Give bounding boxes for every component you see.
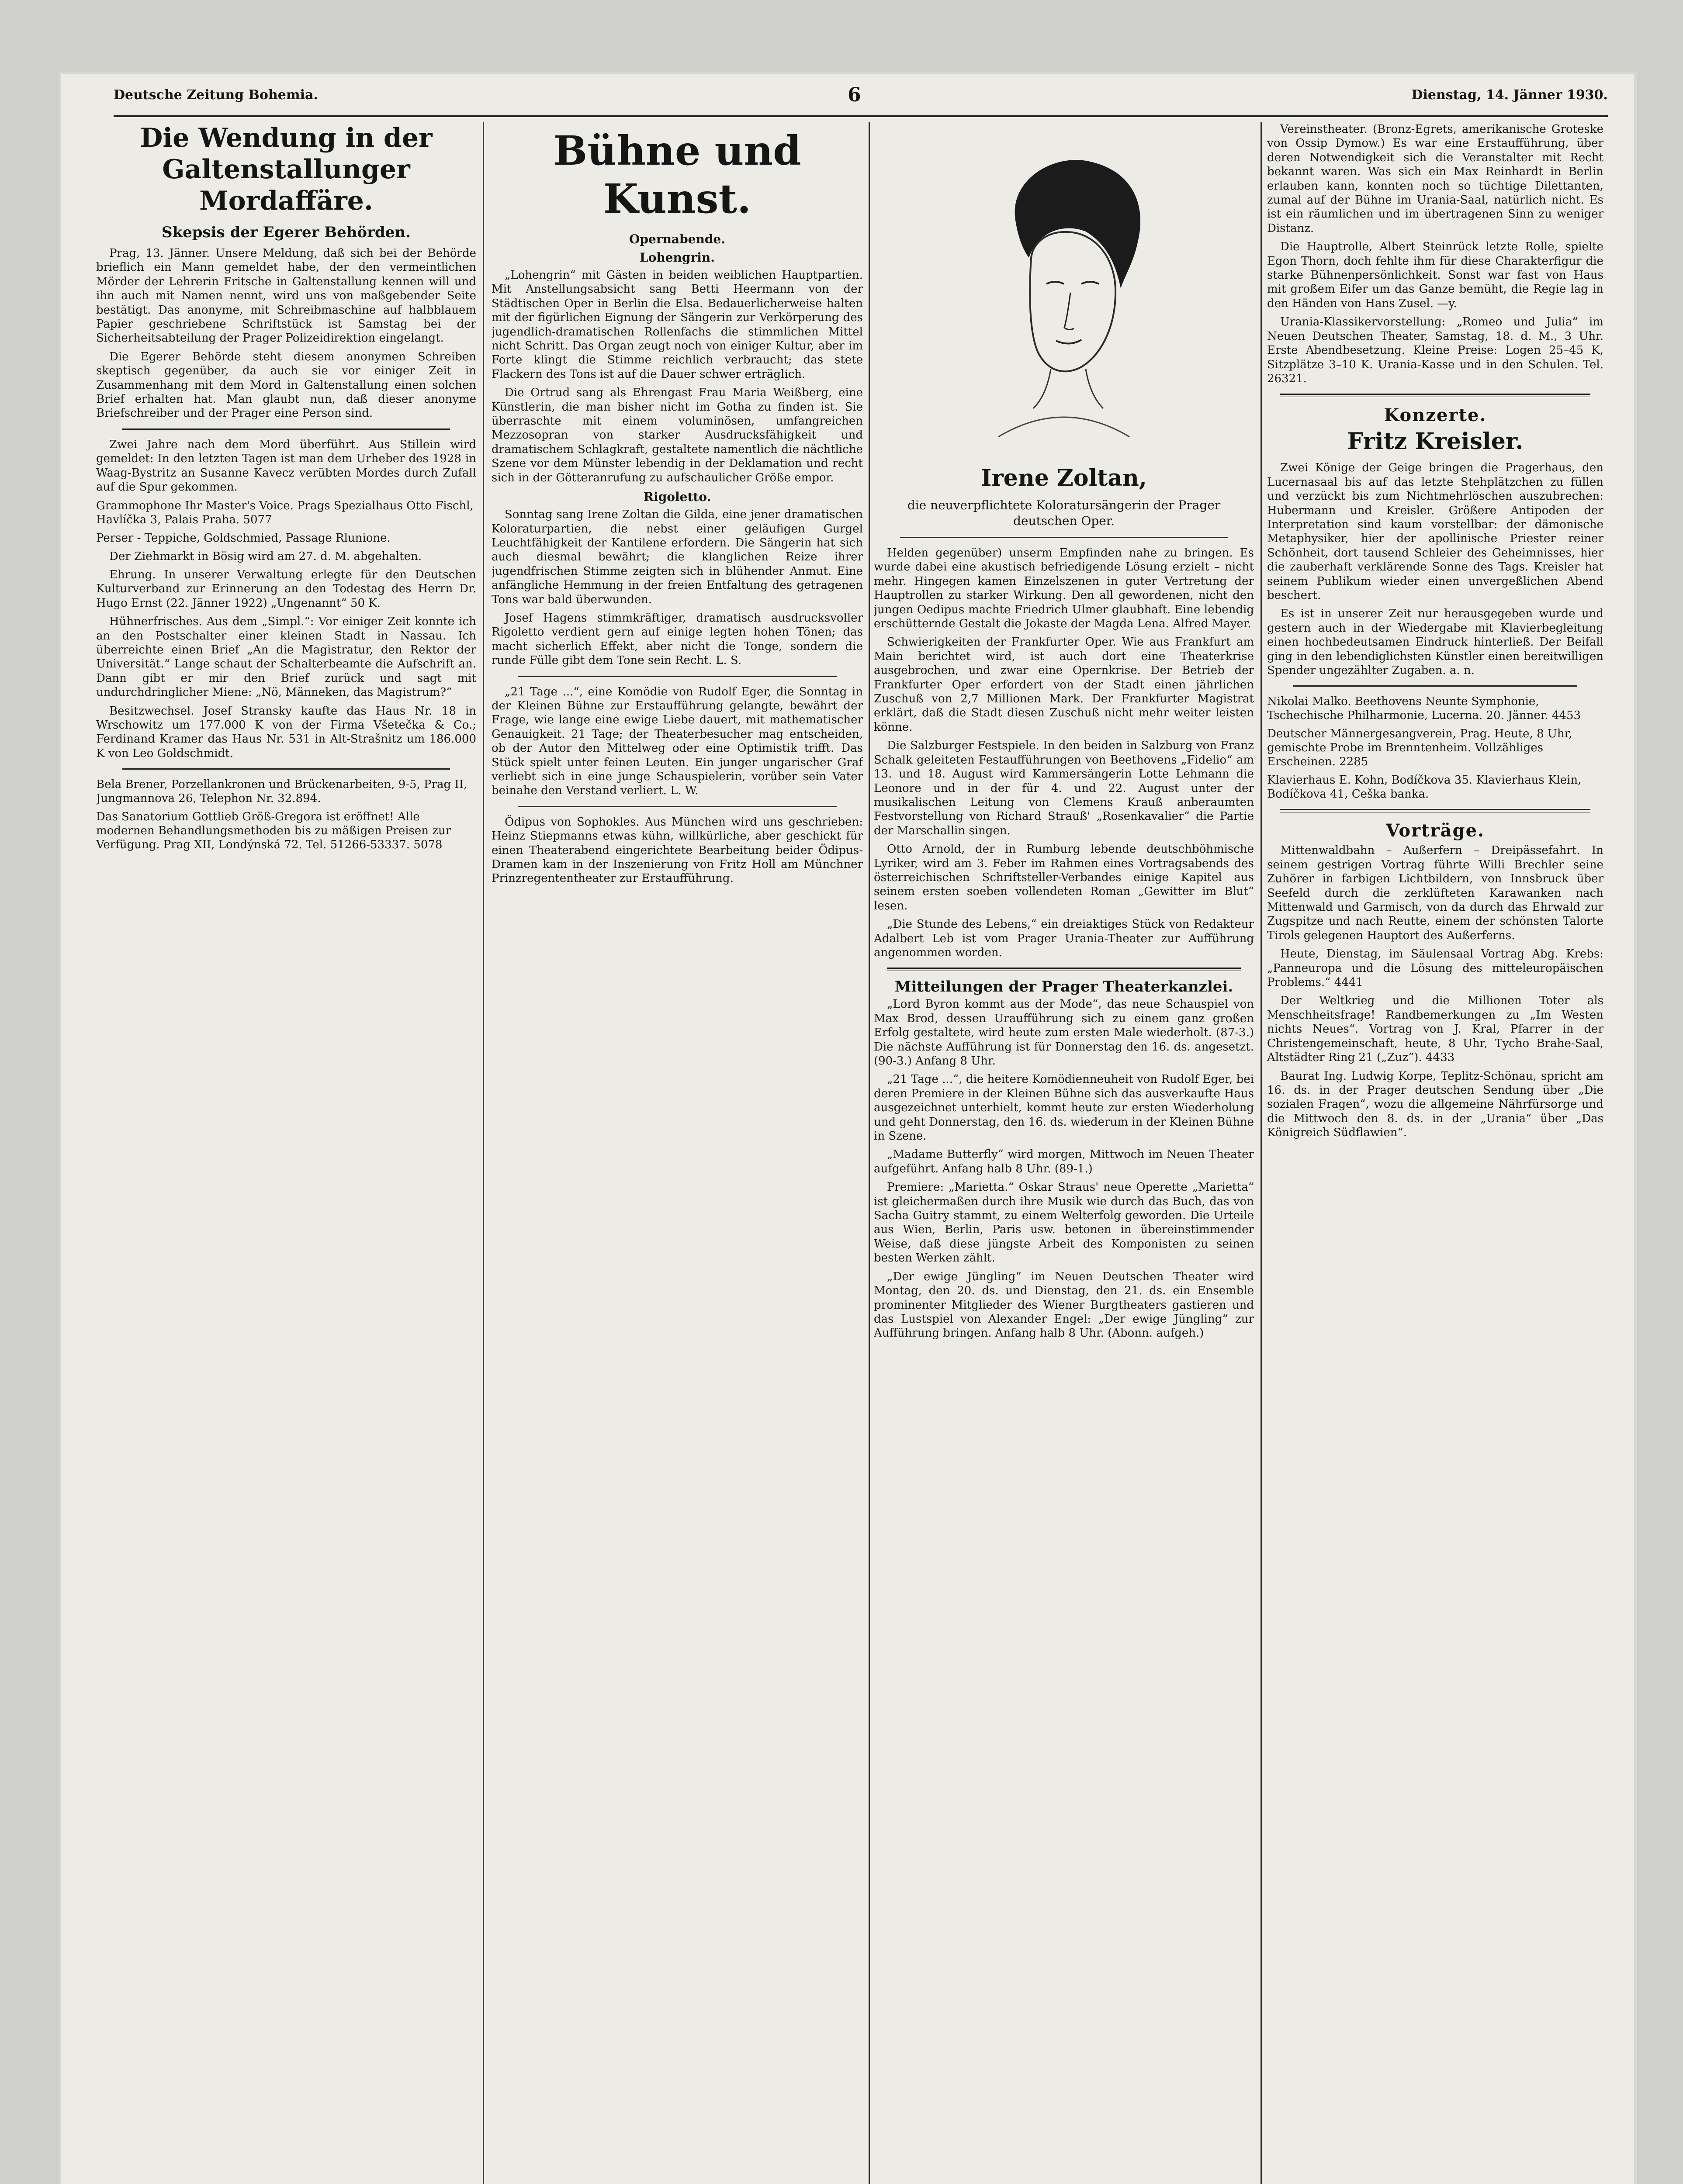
news-item: Der Ziehmarkt in Bösig wird am 27. d. M. abgehalten. — [109, 549, 422, 563]
portrait-caption: die neuverpflichtete Koloratursängerin der Prager deutschen Oper. — [907, 498, 1221, 528]
separator — [900, 537, 1228, 538]
advertisement: Deutscher Männergesangverein, Prag. Heute, 8 Uhr, gemischte Probe im Brenntenheim. Vollzähliges Erscheinen. 2285 — [1267, 727, 1572, 769]
column-divider — [483, 122, 484, 2184]
advertisement: Grammophone Ihr Master's Voice. Prags Spezialhaus Otto Fischl, Havlíčka 3, Palais Praha. 5077 — [96, 499, 474, 526]
subheading: Lohengrin. — [640, 250, 715, 265]
separator — [122, 429, 450, 430]
theater-notice: „Madame Butterfly“ wird morgen, Mittwoch im Neuen Theater aufgeführt. Anfang halb 8 Uhr. (89-1.) — [874, 1148, 1254, 1175]
section-heading: Mitteilungen der Prager Theaterkanzlei. — [894, 978, 1233, 996]
advertisement: Nikolai Malko. Beethovens Neunte Symphonie, Tschechische Philharmonie, Lucerna. 20. Jänner. 4453 — [1267, 695, 1581, 722]
section-heading: Opernabende. — [629, 232, 725, 246]
review-paragraph: „21 Tage ...“, eine Komödie von Rudolf Eger, die Sonntag in der Kleinen Bühne zur Erstaufführung gelangte, bewährt der Frage, wie lange eine ewige Liebe dauert, mit mathematischer Genauigkeit. 21 Tage; der Theaterbesucher mag entscheiden, ob der Autor den Mittelweg oder eine Optimistik trifft. Das Stück spielt unter feinen Leuten. Ein junger ungarischer Graf verliebt sich in eine junge Schauspielerin, vorüber sein Vater beinahe den Verstand verliert. L. W. — [492, 685, 863, 798]
lecture-notice: Der Weltkrieg und die Millionen Toter als Menschheitsfrage! Randbemerkungen zu „Im Westen nichts Neues“. Vortrag von J. Kral, Pfarrer in der Christengemeinschaft, heute, 8 Uhr, Tycho Brahe-Saal, Altstädter Ring 21 („Zuz“). 4433 — [1267, 994, 1603, 1064]
column-divider — [1261, 122, 1262, 2184]
review-paragraph: Sonntag sang Irene Zoltan die Gilda, eine jener dramatischen Koloraturpartien, die nebst einer geläufigen Gurgel Leuchtfähigkeit der Kantilene erfordern. Die Sängerin hat sich auch diesmal bewährt; die klanglichen Reize ihrer jugendfrischen Stimme zeigten sich in blühender Anmut. Eine anfängliche Hemmung in der freien Entfaltung des getragenen Tons war bald überwunden. — [492, 508, 863, 606]
advertisement: Bela Brener, Porzellankronen und Brückenarbeiten, 9-5, Prag II, Jungmannova 26, Telephon Nr. 32.894. — [96, 778, 468, 805]
review-paragraph: Josef Hagens stimmkräftiger, dramatisch ausdrucksvoller Rigoletto verdient gern auf einige legten hohen Tönen; das macht sicherlich Effekt, aber nicht die Tonge, sondern die runde Fülle gibt dem Tone sein Recht. L. S. — [492, 611, 863, 667]
review-paragraph: Zwei Könige der Geige bringen die Pragerhaus, den Lucernasaal bis auf das letzte Stehplätzchen zu füllen und verzückt bis zum Nichtmehrlöschen auszubrechen: Hubermann und Kreisler. Größere Antipoden der Interpretation sind kaum vorstellbar: der dämonische Metaphysiker, hier der apollinische Priester reiner Schönheit, dort tausend Schleier des Geheimnisses, hier die zauberhaft verklärende Sonne des Tags. Kreisler hat seinem Publikum wieder einen unvergeßlichen Abend beschert. — [1267, 461, 1603, 602]
lecture-notice: Mittenwaldbahn – Außerfern – Dreipässefahrt. In seinem gestrigen Vortrag führte Willi Brechler seine Zuhörer in farbigen Lichtbildern, von Innsbruck über Seefeld durch die zerklüfteten Karawanken nach Mittenwald und Garmisch, von da durch das Ehrwald zur Zugspitze und nach Reutte, einem der schönsten Talorte Tirols gelegenen Hauptort des Außerferns. — [1267, 844, 1603, 942]
advertisement: Klavierhaus E. Kohn, Bodíčkova 35. Klavierhaus Klein, Bodíčkova 41, Ceška banka. — [1267, 774, 1582, 801]
news-item: Hühnerfrisches. Aus dem „Simpl.“: Vor einiger Zeit konnte ich an den Postschalter einer kleinen Stadt in Nassau. Ich überreichte einen Brief „An die Magistratur, den Rektor der Universität.“ Lange schaut der Schalterbeamte die Aufschrift an. Dann gibt er mir den Brief zurück und sagt mit undurchdringlicher Miene: „Nö, Männeken, das Magistrum?“ — [96, 615, 476, 699]
review-paragraph: Die Hauptrolle, Albert Steinrück letzte Rolle, spielte Egon Thorn, doch fehlte ihm für diese Charakterfigur die starke Bühnenpersönlichkeit. Sonst war fast von Haus mit großem Eifer um das Ganze bemüht, die Regie lag in den Händen von Hans Zusel. —y. — [1267, 240, 1603, 310]
article-paragraph: Prag, 13. Jänner. Unsere Meldung, daß sich bei der Behörde brieflich ein Mann gemeldet habe, der den vermeintlichen Mörder der Lehrerin Fritsche in Galtenstallung kennen will und ihn auch mit Namen nennt, wird uns von maßgebender Seite bestätigt. Das anonyme, mit Schreibmaschine auf halbblauem Papier geschriebene Schriftstück ist Samstag bei der Sicherheitsabteilung der Prager Polizeidirektion eingelangt. — [96, 247, 476, 345]
news-item: Schwierigkeiten der Frankfurter Oper. Wie aus Frankfurt am Main berichtet wird, ist auch dort eine Theaterkrise ausgebrochen, und zwar eine Opernkrise. Der Betrieb der Frankfurter Oper erfordert von der Stadt einen jährlichen Zuschuß von 2,7 Millionen Mark. Der Frankfurter Magistrat erklärt, daß die Stadt diesen Zuschuß nicht mehr weiter leisten könne. — [874, 636, 1254, 734]
article-paragraph: Zwei Jahre nach dem Mord überführt. Aus Stillein wird gemeldet: In den letzten Tagen ist man dem Urheber des 1928 in Waag-Bystritz an Susanne Kavecz verübten Mordes durch Zufall auf die Spur gekommen. — [96, 438, 476, 494]
column-3 — [874, 122, 1254, 2184]
theater-notice: „Lord Byron kommt aus der Mode“, das neue Schauspiel von Max Brod, dessen Uraufführung sich zu einem ganz großen Erfolg gestaltete, wird heute zum ersten Male wiederholt. (87-3.) Die nächste Aufführung ist für Donnerstag den 16. ds. angesetzt. (90-3.) Anfang 8 Uhr. — [874, 998, 1254, 1068]
header-rule — [114, 115, 1608, 117]
separator — [887, 968, 1241, 971]
theater-notice: „Der ewige Jüngling“ im Neuen Deutschen Theater wird Montag, den 20. ds. und Dienstag, den 21. ds. ein Ensemble prominenter Mitglieder des Wiener Burgtheaters gastieren und das Lustspiel von Alexander Engel: „Der ewige Jüngling“ zur Aufführung bringen. Anfang halb 8 Uhr. (Abonn. aufgeh.) — [874, 1270, 1254, 1340]
review-paragraph: Ödipus von Sophokles. Aus München wird uns geschrieben: Heinz Stiepmanns etwas kühn, willkürliche, aber geschickt für einen Theaterabend eingerichtete Bearbeitung beider Ödipus-Dramen kam in der Inszenierung von Fritz Holl am Münchner Prinzregententheater zur Erstaufführung. — [492, 815, 863, 885]
review-paragraph: „Lohengrin“ mit Gästen in beiden weiblichen Hauptpartien. Mit Anstellungsabsicht sang Betti Heermann von der Städtischen Oper in Berlin die Elsa. Bedauerlicherweise halten mit der figürlichen Eignung der Sängerin zur Verkörperung des jugendlich-dramatischen Rollenfachs die stimmlichen Mittel nicht Schritt. Das Organ zeugt noch von einiger Kultur, aber im Forte klingt die Stimme reichlich verbraucht; das stete Flackern des Tons ist auf die Dauer schwer erträglich. — [492, 269, 863, 381]
article-paragraph: Helden gegenüber) unserm Empfinden nahe zu bringen. Es wurde dabei eine akustisch befriedigende Lösung erzielt – nicht mehr. Hingegen kamen Einzelszenen in guter Vertretung der Hauptrollen zu starker Wirkung. Den all gewordenen, nicht den jungen Oedipus machte Friedrich Ulmer glaubhaft. Eine lebendig erschütternde Gestalt die Jokaste der Magda Lena. Alfred Mayer. — [874, 546, 1254, 631]
news-item: „Die Stunde des Lebens,“ ein dreiaktiges Stück von Redakteur Adalbert Leb ist vom Prager Urania-Theater zur Aufführung angenommen worden. — [874, 918, 1254, 959]
lecture-notice: Heute, Dienstag, im Säulensaal Vortrag Abg. Krebs: „Panneuropa und die Lösung des mitteleuropäischen Problems.“ 4441 — [1267, 947, 1603, 989]
news-item: Besitzwechsel. Josef Stransky kaufte das Haus Nr. 18 in Wrschowitz um 177.000 K von der Firma Všetečka & Co.; Ferdinand Kramer das Haus Nr. 531 in Alt-Strašnitz um 186.000 K von Leo Goldschmidt. — [96, 704, 476, 760]
column-1 — [96, 122, 476, 2184]
concert-title: Fritz Kreisler. — [1347, 428, 1524, 455]
section-heading: Konzerte. — [1384, 405, 1487, 426]
separator — [1280, 809, 1590, 812]
portrait-illustration — [942, 131, 1186, 463]
column-4 — [1267, 122, 1603, 2184]
theater-notice: „21 Tage ...“, die heitere Komödienneuheit von Rudolf Eger, bei deren Premiere in der Kleinen Bühne sich das ausverkaufte Haus ausgezeichnet unterhielt, kommt heute zur ersten Wiederholung und geht Donnerstag, den 16. ds. wiederum in der Kleinen Bühne in Szene. — [874, 1073, 1254, 1143]
separator — [518, 806, 837, 807]
separator — [122, 768, 450, 770]
page-number: 6 — [848, 84, 861, 106]
separator — [518, 676, 837, 677]
portrait-caption-name: Irene Zoltan, — [981, 465, 1147, 491]
lecture-notice: Baurat Ing. Ludwig Korpe, Teplitz-Schönau, spricht am 16. ds. in der Prager deutschen Sendung über „Die sozialen Fragen“, wozu die allgemeine Nährfürsorge und die Mittwoch den 8. ds. in der „Urania“ über „Das Königreich Südflawien“. — [1267, 1069, 1603, 1140]
notice: Urania-Klassikervorstellung: „Romeo und Julia“ im Neuen Deutschen Theater, Samstag, 18. d. M., 3 Uhr. Erste Abendbesetzung. Kleine Preise: Logen 25–45 K, Sitzplätze 3–10 K. Urania-Kasse und in den Schulen. Tel. 26321. — [1267, 315, 1603, 385]
issue-date: Dienstag, 14. Jänner 1930. — [1411, 87, 1608, 103]
advertisement: Das Sanatorium Gottlieb Größ-Gregora ist eröffnet! Alle modernen Behandlungsmethoden bis zu mäßigen Preisen zur Verfügung. Prag XII, Londýnská 72. Tel. 51266-53337. 5078 — [96, 810, 451, 852]
column-divider — [869, 122, 870, 2184]
news-item: Ehrung. In unserer Verwaltung erlegte für den Deutschen Kulturverband zur Erinnerung an den Todestag des Herrn Dr. Hugo Ernst (22. Jänner 1922) „Ungenannt“ 50 K. — [96, 568, 476, 610]
theater-notice: Premiere: „Marietta.“ Oskar Straus' neue Operette „Marietta“ ist gleichermaßen durch ihre Musik wie durch das Buch, das von Sacha Guitry stammt, zu einem Welterfolg geworden. Die Urteile aus Wien, Berlin, Paris usw. betonen in übereinstimmender Weise, daß diese jüngste Arbeit des Komponisten zu seinen besten Werken zählt. — [874, 1181, 1254, 1265]
advertisement: Perser - Teppiche, Goldschmied, Passage Rlunione. — [96, 531, 391, 545]
section-masthead: Bühne und Kunst. — [553, 127, 801, 222]
newspaper-page — [61, 74, 1634, 2184]
news-item: Die Salzburger Festspiele. In den beiden in Salzburg von Franz Schalk geleiteten Festaufführungen von Beethovens „Fidelio“ am 13. und 18. August wird Kammersängerin Lotte Lehmann die Leonore und in der für 4. und 22. August unter der musikalischen Leitung von Clemens Krauß anberaumten Festvorstellung von Richard Strauß' „Rosenkavalier“ die Partie der Marschallin singen. — [874, 739, 1254, 837]
article-paragraph: Die Egerer Behörde steht diesem anonymen Schreiben skeptisch gegenüber, da auch sie vor einiger Zeit in Zusammenhang mit dem Mord in Galtenstallung einen solchen Brief erhalten hat. Man glaubt nun, daß dieser anonyme Briefschreiber und der Prager eine Person sind. — [96, 350, 476, 420]
subheadline: Skepsis der Egerer Behörden. — [162, 224, 411, 241]
review-paragraph: Vereinstheater. (Bronz-Egrets, amerikanische Groteske von Ossip Dymow.) Es war eine Erstaufführung, über deren Notwendigkeit sich die Veranstalter mit Recht bekannt waren. Was sich ein Max Reinhardt in Berlin erlauben kann, konnten noch so tüchtige Dilettanten, zumal auf der Bühne im Urania-Saal, natürlich nicht. Es ist ein räumlichen und im übertragenen Sinn zu weniger Distanz. — [1267, 123, 1603, 235]
review-paragraph: Es ist in unserer Zeit nur herausgegeben wurde und gestern auch in der Wiedergabe mit Klavierbegleitung einen hochbedeutsamen Eindruck hinterließ. Der Beifall ging in den lebendiglichsten Künstler einen bereitwilligen Spender ungezählter Zugaben. a. n. — [1267, 607, 1603, 677]
separator — [1293, 685, 1577, 687]
subheading: Rigoletto. — [643, 490, 711, 505]
review-paragraph: Die Ortrud sang als Ehrengast Frau Maria Weißberg, eine Künstlerin, die man bisher nicht im Gotha zu finden ist. Sie überraschte mit einem voluminösen, umfangreichen Mezzosopran von starker Ausdrucksfähigkeit und dramatischem Schlagkraft, gestaltete namentlich die nächtliche Szene vor dem Münster lebendig in der Deklamation und recht sich in der Götteranrufung zu aufschaulicher Größe empor. — [492, 386, 863, 484]
headline: Die Wendung in der Galtenstallunger Mordaffäre. — [140, 123, 433, 216]
separator — [1280, 394, 1590, 397]
page-header — [114, 83, 1608, 111]
section-heading: Vorträge. — [1386, 820, 1485, 841]
column-2 — [492, 122, 863, 2184]
paper-name: Deutsche Zeitung Bohemia. — [114, 87, 318, 103]
news-item: Otto Arnold, der in Rumburg lebende deutschböhmische Lyriker, wird am 3. Feber im Rahmen eines Vortragsabends des österreichischen Schriftsteller-Verbandes einige Kapitel aus seinem ersten soeben vollendeten Roman „Gewitter im Blut“ lesen. — [874, 843, 1254, 912]
